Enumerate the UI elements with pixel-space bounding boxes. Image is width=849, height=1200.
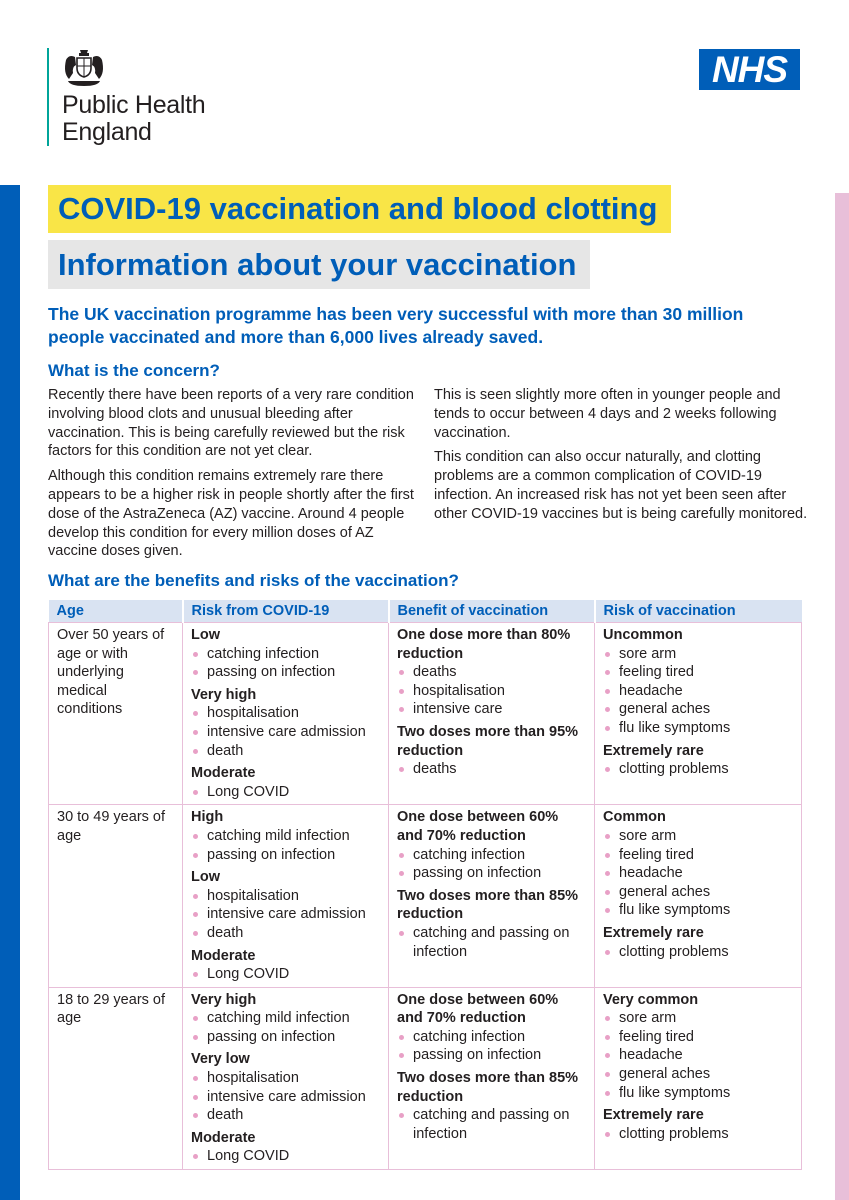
bullet-list xyxy=(603,645,793,738)
bullet-list xyxy=(603,1125,793,1144)
list-item: hospitalisation xyxy=(191,1069,380,1088)
list-item: feeling tired xyxy=(603,663,793,682)
table-header-row xyxy=(49,600,802,623)
right-accent-bar xyxy=(835,193,849,1200)
bullet-list xyxy=(191,1069,380,1125)
list-item: flu like symptoms xyxy=(603,901,793,920)
list-item: passing on infection xyxy=(191,1028,380,1047)
list-item: intensive care admission xyxy=(191,723,380,742)
group-label: Two doses more than 85% reduction xyxy=(397,1070,579,1105)
group-label: Very high xyxy=(191,686,257,703)
concern-heading: What is the concern? xyxy=(48,361,220,380)
risk-vaccine-cell xyxy=(595,805,802,987)
bullet-list xyxy=(603,760,793,779)
bullet-list xyxy=(397,1106,586,1143)
list-item: headache xyxy=(603,864,793,883)
list-item: sore arm xyxy=(603,1009,793,1028)
list-item: feeling tired xyxy=(603,1028,793,1047)
list-item: death xyxy=(191,924,380,943)
bullet-list xyxy=(191,645,380,682)
group-label: Low xyxy=(191,627,220,643)
group-label: Two doses more than 85% reduction xyxy=(397,887,579,923)
group-label: One dose more than 80% reduction xyxy=(397,627,571,662)
risk-covid-cell xyxy=(183,987,389,1169)
list-item: hospitalisation xyxy=(191,887,380,906)
org-name-line1: Public Health xyxy=(62,91,206,119)
risk-vaccine-cell xyxy=(595,623,802,805)
table-row xyxy=(49,987,802,1169)
list-item: deaths xyxy=(397,760,586,779)
bullet-list xyxy=(603,827,793,920)
group-label: One dose between 60% and 70% reduction xyxy=(397,809,559,844)
group-label: Moderate xyxy=(191,1129,256,1146)
bullet-list xyxy=(191,965,380,984)
bullet-list xyxy=(191,1147,380,1166)
group-label: Common xyxy=(603,809,666,826)
list-item: flu like symptoms xyxy=(603,719,793,738)
group-label: One dose between 60% and 70% reduction xyxy=(397,991,559,1027)
risk-vaccine-cell xyxy=(595,987,802,1169)
column-header-benefit: Benefit of vaccination xyxy=(389,600,595,623)
nhs-logo-text: NHS xyxy=(711,49,788,90)
group-label: Very high xyxy=(191,991,257,1008)
group-label: Very common xyxy=(603,991,699,1008)
table-row xyxy=(49,805,802,987)
group-label: Moderate xyxy=(191,765,256,782)
list-item: passing on infection xyxy=(397,1046,586,1065)
column-header-risk-vaccine: Risk of vaccination xyxy=(595,600,802,623)
table-row xyxy=(49,623,802,805)
list-item: hospitalisation xyxy=(397,682,586,701)
benefits-heading: What are the benefits and risks of the vaccination? xyxy=(48,571,459,590)
royal-crest-icon xyxy=(62,48,106,88)
page-subtitle: Information about your vaccination xyxy=(48,240,590,289)
bullet-list xyxy=(191,887,380,943)
group-label: High xyxy=(191,809,224,826)
bullet-list xyxy=(191,1009,380,1046)
risk-covid-cell xyxy=(183,805,389,987)
list-item: catching and passing on infection xyxy=(397,924,586,961)
list-item: flu like symptoms xyxy=(603,1084,793,1103)
bullet-list xyxy=(191,827,380,864)
group-label: Extremely rare xyxy=(603,1107,704,1124)
list-item: death xyxy=(191,1106,380,1125)
intro-text: The UK vaccination programme has been very successful with more than 30 million people vaccinated and more than 6,000 lives already saved. xyxy=(48,304,744,347)
list-item: catching infection xyxy=(397,846,586,865)
group-label: Low xyxy=(191,869,220,886)
list-item: headache xyxy=(603,682,793,701)
risk-covid-cell xyxy=(183,623,389,805)
benefits-risks-table xyxy=(48,600,802,1170)
list-item: Long COVID xyxy=(191,1147,380,1166)
list-item: catching mild infection xyxy=(191,827,380,846)
bullet-list xyxy=(191,783,380,802)
bullet-list xyxy=(397,760,586,779)
benefit-cell xyxy=(389,987,595,1169)
list-item: passing on infection xyxy=(191,846,380,865)
list-item: catching mild infection xyxy=(191,1009,380,1028)
bullet-list xyxy=(603,943,793,962)
list-item: Long COVID xyxy=(191,965,380,984)
list-item: clotting problems xyxy=(603,1125,793,1144)
age-cell: 18 to 29 years of age xyxy=(49,987,183,1169)
page-title: COVID-19 vaccination and blood clotting xyxy=(48,185,671,233)
nhs-logo xyxy=(699,49,800,90)
list-item: general aches xyxy=(603,1065,793,1084)
bullet-list xyxy=(397,846,586,883)
list-item: general aches xyxy=(603,700,793,719)
phe-logo xyxy=(47,48,205,146)
bullet-list xyxy=(191,704,380,760)
list-item: Long COVID xyxy=(191,783,380,802)
group-label: Two doses more than 95% reduction xyxy=(397,723,579,759)
bullet-list xyxy=(397,663,586,719)
concern-paragraph: This condition can also occur naturally, and clotting problems are a common complication of COVID-19 infection. An increased risk has not yet been seen after other COVID-19 vaccines but is being carefully monitored. xyxy=(434,449,808,522)
list-item: passing on infection xyxy=(397,864,586,883)
group-label: Uncommon xyxy=(603,627,683,643)
left-accent-bar xyxy=(0,185,20,1200)
list-item: intensive care admission xyxy=(191,905,380,924)
concern-paragraph: This is seen slightly more often in younger people and tends to occur between 4 days and 2 weeks following vaccination. xyxy=(434,387,781,441)
group-label: Extremely rare xyxy=(603,924,704,941)
age-cell: Over 50 years of age or with underlying medical conditions xyxy=(49,623,183,805)
list-item: deaths xyxy=(397,663,586,682)
org-name-line2: England xyxy=(62,118,152,146)
list-item: sore arm xyxy=(603,645,793,664)
list-item: catching and passing on infection xyxy=(397,1106,586,1143)
group-label: Moderate xyxy=(191,947,256,964)
concern-paragraph: Recently there have been reports of a very rare condition involving blood clots and unusual bleeding after vaccination. This is being carefully reviewed but the risk factors for this condition are not yet clear. xyxy=(48,387,414,460)
list-item: intensive care xyxy=(397,700,586,719)
concern-right-column xyxy=(434,386,809,530)
bullet-list xyxy=(603,1009,793,1102)
list-item: headache xyxy=(603,1046,793,1065)
list-item: passing on infection xyxy=(191,663,380,682)
column-header-age: Age xyxy=(49,600,183,623)
list-item: catching infection xyxy=(191,645,380,664)
concern-paragraph: Although this condition remains extremely rare there appears to be a higher risk in people shortly after the first dose of the AstraZeneca (AZ) vaccine. Around 4 people develop this condition for every million doses of AZ vaccine doses given. xyxy=(48,468,414,560)
benefit-cell xyxy=(389,805,595,987)
bullet-list xyxy=(397,924,586,961)
list-item: clotting problems xyxy=(603,943,793,962)
table-body xyxy=(49,623,802,1170)
age-cell: 30 to 49 years of age xyxy=(49,805,183,987)
list-item: clotting problems xyxy=(603,760,793,779)
column-header-risk-covid: Risk from COVID-19 xyxy=(183,600,389,623)
bullet-list xyxy=(397,1028,586,1065)
group-label: Very low xyxy=(191,1051,250,1068)
benefit-cell xyxy=(389,623,595,805)
list-item: death xyxy=(191,742,380,761)
list-item: sore arm xyxy=(603,827,793,846)
group-label: Extremely rare xyxy=(603,742,704,759)
list-item: feeling tired xyxy=(603,846,793,865)
concern-left-column xyxy=(48,386,420,567)
list-item: general aches xyxy=(603,883,793,902)
list-item: catching infection xyxy=(397,1028,586,1047)
list-item: hospitalisation xyxy=(191,704,380,723)
list-item: intensive care admission xyxy=(191,1088,380,1107)
